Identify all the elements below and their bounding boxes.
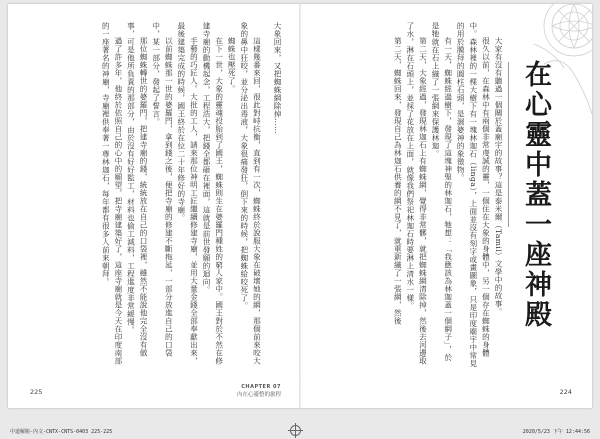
page-number-right: 224 <box>559 388 572 396</box>
paragraph: 大家有沒有聽過一個關於蓋廟宇的故事？這是泰米爾（Tamil）文學中的故事。 <box>494 37 503 317</box>
running-head-chapter: CHAPTER 07 <box>241 384 281 390</box>
right-page-body-text <box>318 22 504 368</box>
paragraph: 那位蜘蛛轉世的婆羅門，把建寺廟的錢，統統放在自己的口袋裡，雖然不能說他完全沒有做事，可是他所負責的那部分，由於沒有好好監工，材料也偷工減料，工程進度非常緩慢。 <box>126 22 149 358</box>
paragraph: 在下一世，大象的靈魂投胎到了國王，蜘蛛則生在婆羅門種姓的窮人家中。國王對於不然在修建寺廟的動機起念，工程浩大，把錢全都砸在裡面，這就是前世發願的迴向。 <box>202 22 224 366</box>
paragraph: 手藝的巧匠人。大批的工人，請來那位神明工匠繼續修建寺廟，並用大量金錢全部奉獻出來，最後建築完成的時候，國王終於在位二十年修好的寺廟。 <box>176 22 199 366</box>
paragraph: 蜘蛛也壓死了。 <box>227 37 237 94</box>
paragraph: 很久以前，在森林中有兩個非常虔誠的靈，一個住在大象的身體中，另一個存在蜘蛛的身體中。森林裡的一棵大樹下有一塊林迦石（linga），上面並沒有刻字或畫圖象，只是印度廟宇中常見的用於膜拜的圓柱石頭，是濕婆神的象徵物。 <box>456 22 491 368</box>
page-number-left: 225 <box>30 388 43 396</box>
right-page <box>301 4 592 408</box>
print-slug <box>0 419 600 439</box>
paragraph: 有一天，蜘蛛經過樹下，發現了這塊神聖的林迦石，牠想：「我應該為林迦蓋一個網子」，於是牠就在石上織了一張網來保護林迦。 <box>431 22 453 362</box>
left-page <box>8 4 299 408</box>
running-head <box>237 384 281 398</box>
paragraph: 第二天，大象經過，發現林迦石上有蜘蛛網，覺得非常髒，就把蜘蛛網清除掉，然後去河邊取了水，淋在石頭上，並採了花放在上面，就像我們祭祀林迦石時要淋上清水一樣。 <box>405 22 428 366</box>
paragraph: 以前蜘蛛那一世的婆羅門，拿到錢之後，便把寺廟的修建不斷拖延，一部分放進自己的口袋中，某一部分，發起了誓言。 <box>151 22 174 358</box>
paragraph: 大象回來，又把蜘蛛網除掉…… <box>273 22 282 134</box>
print-slug-right: 2020/5/23 下午 12:44:56 <box>522 429 590 435</box>
left-page-body-text <box>15 22 283 368</box>
paragraph: 過了許多年，他終於依照自己的心中的願望，把寺廟建築好了，這座寺廟就是今天在印度南部的一座著名的神廟，寺廟裡供奉著一尊林迦石，每年都有很多人前來朝拜。 <box>101 22 123 366</box>
title-divider <box>508 62 509 227</box>
paragraph: 這樣幾番來回，很此對峙抗衡，直到有一次，蜘蛛終於說服大象在破壞她的網，那個前來咬大象的鼻中狂咬，並分泌出毒液，大象很痛發狂，倒下來的時候，把蜘蛛給咬死了。 <box>239 22 262 366</box>
print-slug-left: 中道解脫-內文-CNTX-CNTS-0403 225-225 <box>10 429 113 435</box>
book-spread <box>8 4 592 408</box>
paragraph: 第二天，蜘蛛回來，發現自己為林迦石供養的網不見了，就重新織了一張網，然後 <box>393 37 403 326</box>
registration-mark-icon <box>290 425 301 436</box>
running-head-title: 內在心靈整的旅程 <box>236 392 281 398</box>
chapter-title: 在心靈中蓋一座神殿 <box>520 60 551 330</box>
